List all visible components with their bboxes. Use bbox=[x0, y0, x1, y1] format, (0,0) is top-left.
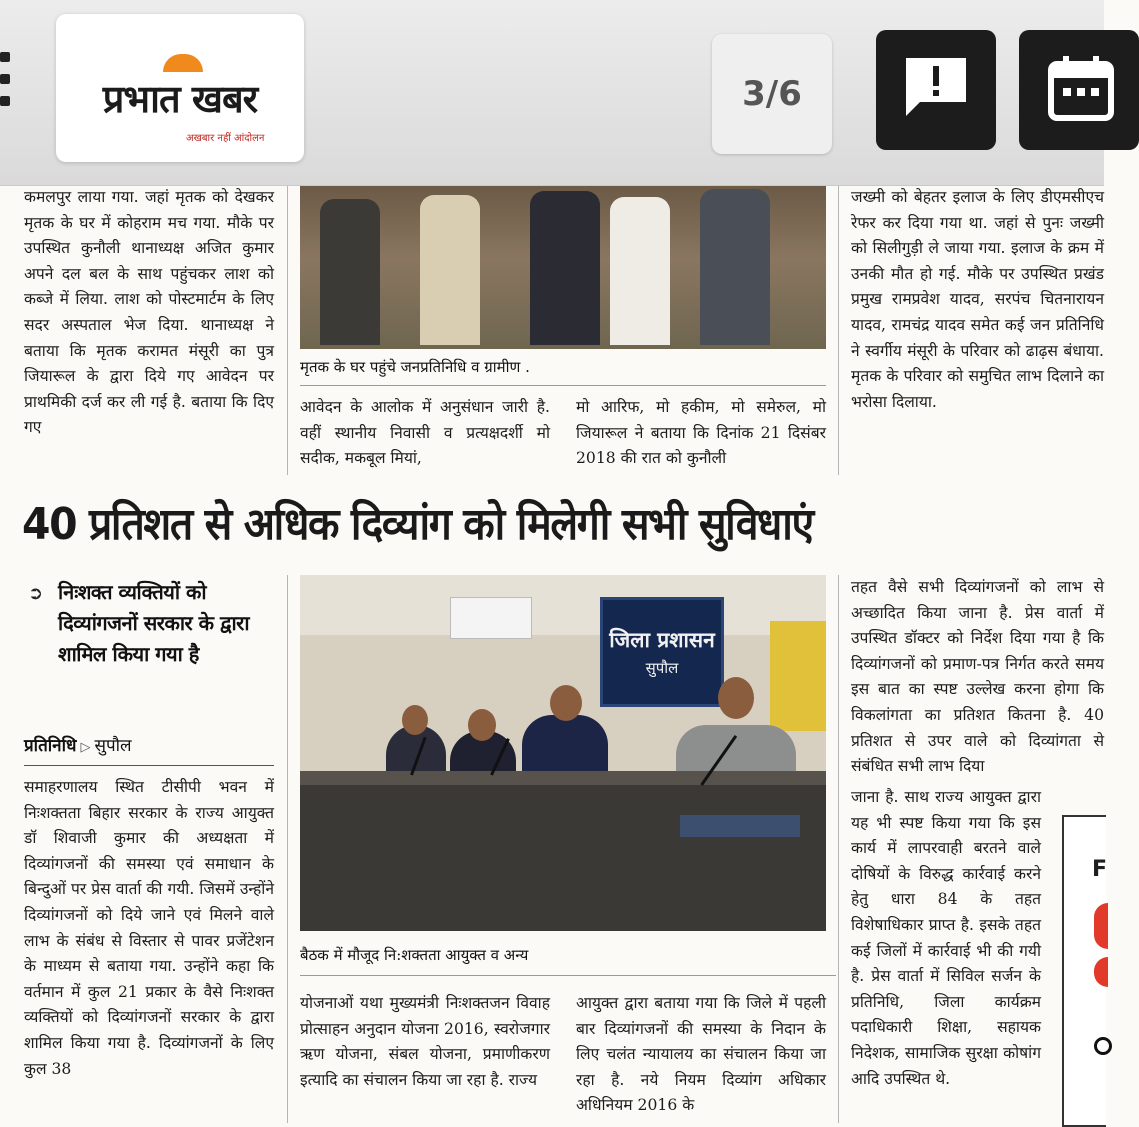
brand-name: प्रभात खबर bbox=[102, 77, 258, 121]
byline-arrow-icon: ▷ bbox=[80, 740, 91, 755]
brand-logo[interactable] bbox=[56, 14, 304, 162]
main-article-col3: आयुक्त द्वारा बताया गया कि जिले में पहली बार दिव्यांगजनों की समस्या के निदान के लिए चलंत न्यायालय का संचालन किया जा रहा है. नये नियम दिव्यांग अधिकार अधिनियम 2016 के bbox=[576, 994, 826, 1115]
byline bbox=[24, 733, 132, 756]
photo-banner-line1: जिला प्रशासन bbox=[609, 628, 715, 652]
side-advert-shape bbox=[1094, 957, 1108, 987]
column-divider bbox=[287, 185, 288, 475]
main-photo-caption: बैठक में मौजूद नि:शक्तता आयुक्त व अन्य bbox=[300, 946, 529, 964]
main-article-col4-top: तहत वैसे सभी दिव्यांगजनों को लाभ से अच्छादित किया जाना है. प्रेस वार्ता में उपस्थित डॉक्टर को निर्देश दिया गया है कि दिव्यांगजनों को प्रमाण-पत्र निर्गत करते समय इस बात का स्पष्ट उल्लेख करना होगा कि विकलांगता का प्रतिशत कितना है. 40 प्रतिशत से उपर वाले को दिव्यांगता से संबंधित सभी लाभ दिया bbox=[851, 578, 1104, 776]
column-divider bbox=[838, 185, 839, 475]
calendar-button[interactable] bbox=[1019, 30, 1139, 150]
top-photo-caption: मृतक के घर पहुंचे जनप्रतिनिधि व ग्रामीण . bbox=[300, 358, 530, 376]
top-article-col1 bbox=[24, 185, 274, 475]
top-article-col3: मो आरिफ, मो हकीम, मो समेरुल, मो जियारूल ने बताया कि दिनांक 21 दिसंबर 2018 की रात को कुनौली bbox=[576, 398, 826, 468]
main-article-photo bbox=[300, 575, 826, 931]
byline-place: सुपौल bbox=[94, 736, 132, 756]
top-article-col4: जख्मी को बेहतर इलाज के लिए डीएमसीएच रेफर कर दिया गया था. जहां से पुनः जख्मी को सिलीगुड़ी ले जाया गया. इलाज के क्रम में उनकी मौत हो गई. मौके पर उपस्थित प्रखंड प्रमुख रामप्रवेश यादव, सरपंच चितनारायन यादव, रामचंद्र यादव समेत कई जन प्रतिनिधि ने स्वर्गीय मंसूरी के परिवार को ढाढ़स बंधाया. मृतक के परिवार को समुचित लाभ दिलाने का भरोसा दिलाया. bbox=[851, 188, 1104, 411]
column-divider bbox=[838, 575, 839, 1123]
logo-sun-icon bbox=[163, 54, 203, 72]
top-article-photo bbox=[300, 185, 826, 349]
main-subhead: निःशक्त व्यक्तियों को दिव्यांगजनों सरकार के द्वारा शामिल किया गया है bbox=[58, 580, 250, 666]
byline-rule bbox=[24, 765, 274, 766]
app-top-bar bbox=[0, 0, 1104, 186]
page-counter[interactable]: 3/6 bbox=[712, 34, 832, 154]
photo-banner bbox=[600, 597, 724, 707]
main-headline[interactable]: 40 प्रतिशत से अधिक दिव्यांग को मिलेगी सभी सुविधाएं bbox=[22, 499, 813, 550]
column-divider bbox=[287, 575, 288, 1123]
main-article-col4-bottom: जाना है. साथ राज्य आयुक्त द्वारा यह भी स्पष्ट किया गया कि इस कार्य में लापरवाही बरतने वाले दोषियों के विरुद्ध कार्रवाई करने हेतु धारा 84 के तहत विशेषाधिकार प्राप्त है. इसके तहत कई जिलों में कार्रवाई भी की गयी है. प्रेस वार्ता में सिविल सर्जन के प्रतिनिधि, जिला कार्यक्रम पदाधिकारी शिक्षा, सहायक निदेशक, सामाजिक सुरक्षा कोषांग आदि उपस्थित थे. bbox=[851, 788, 1041, 1088]
top-article-col2: आवेदन के आलोक में अनुसंधान जारी है. वहीं स्थानीय निवासी व प्रत्यक्षदर्शी मो सदीक, मकबूल मियां, bbox=[300, 398, 550, 468]
byline-label: प्रतिनिधि bbox=[24, 736, 77, 756]
feedback-button[interactable] bbox=[876, 30, 996, 150]
side-advert-box bbox=[1062, 815, 1106, 1127]
caption-rule bbox=[300, 385, 826, 386]
photo-banner-line2: सुपौल bbox=[645, 659, 679, 677]
side-advert-dot bbox=[1094, 1037, 1112, 1055]
brand-tagline: अखबार नहीं आंदोलन bbox=[186, 133, 265, 144]
calendar-icon bbox=[1043, 52, 1115, 124]
menu-icon[interactable] bbox=[0, 52, 10, 112]
newspaper-page bbox=[0, 185, 1108, 1123]
bullet-icon: ➲ bbox=[28, 583, 44, 604]
main-article-col2: योजनाओं यथा मुख्यमंत्री निःशक्तजन विवाह प्रोत्साहन अनुदान योजना 2016, स्वरोजगार ऋण योजना, संबल योजना, प्रमाणीकरण इत्यादि का संचालन किया जा रहा है. राज्य bbox=[300, 994, 550, 1089]
side-advert-shape bbox=[1094, 903, 1108, 949]
feedback-icon bbox=[900, 52, 972, 124]
side-advert-mark: F bbox=[1092, 857, 1108, 882]
caption-rule bbox=[300, 975, 836, 976]
main-article-col1: समाहरणालय स्थित टीसीपी भवन में निःशक्तता बिहार सरकार के राज्य आयुक्त डॉ शिवाजी कुमार की अध्यक्षता में दिव्यांगजनों की समस्या एवं समाधान के बिन्दुओं पर प्रेस वार्ता की गयी. जिसमें उन्होंने दिव्यांगजनों को दिये जाने एवं मिलने वाले लाभ के संबंध से विस्तार से पावर प्रजेंटेशन के माध्यम से बताया गया. उन्होंने कहा कि वर्तमान में कुल 21 प्रकार के वैसे निःशक्त व्यक्तियों को दिव्यांगजनों सरकार के द्वारा शामिल किया गया है. दिव्यांगजनों के लिए कुल 38 bbox=[24, 778, 274, 1078]
top-article-col1-text: कमलपुर लाया गया. जहां मृतक को देखकर मृतक के घर में कोहराम मच गया. मौके पर उपस्थित कुनौली थानाध्यक्ष अजित कुमार अपने दल बल के साथ पहुंचकर लाश को कब्जे में लिया. लाश को पोस्टमार्टम के लिए सदर अस्पताल भेज दिया. थानाध्यक्ष ने बताया कि मृतक करामत मंसूरी का पुत्र जियारूल के द्वारा दिये गए आवेदन पर प्राथमिकी दर्ज कर ली गई है. बताया कि दिए गए bbox=[24, 188, 274, 437]
